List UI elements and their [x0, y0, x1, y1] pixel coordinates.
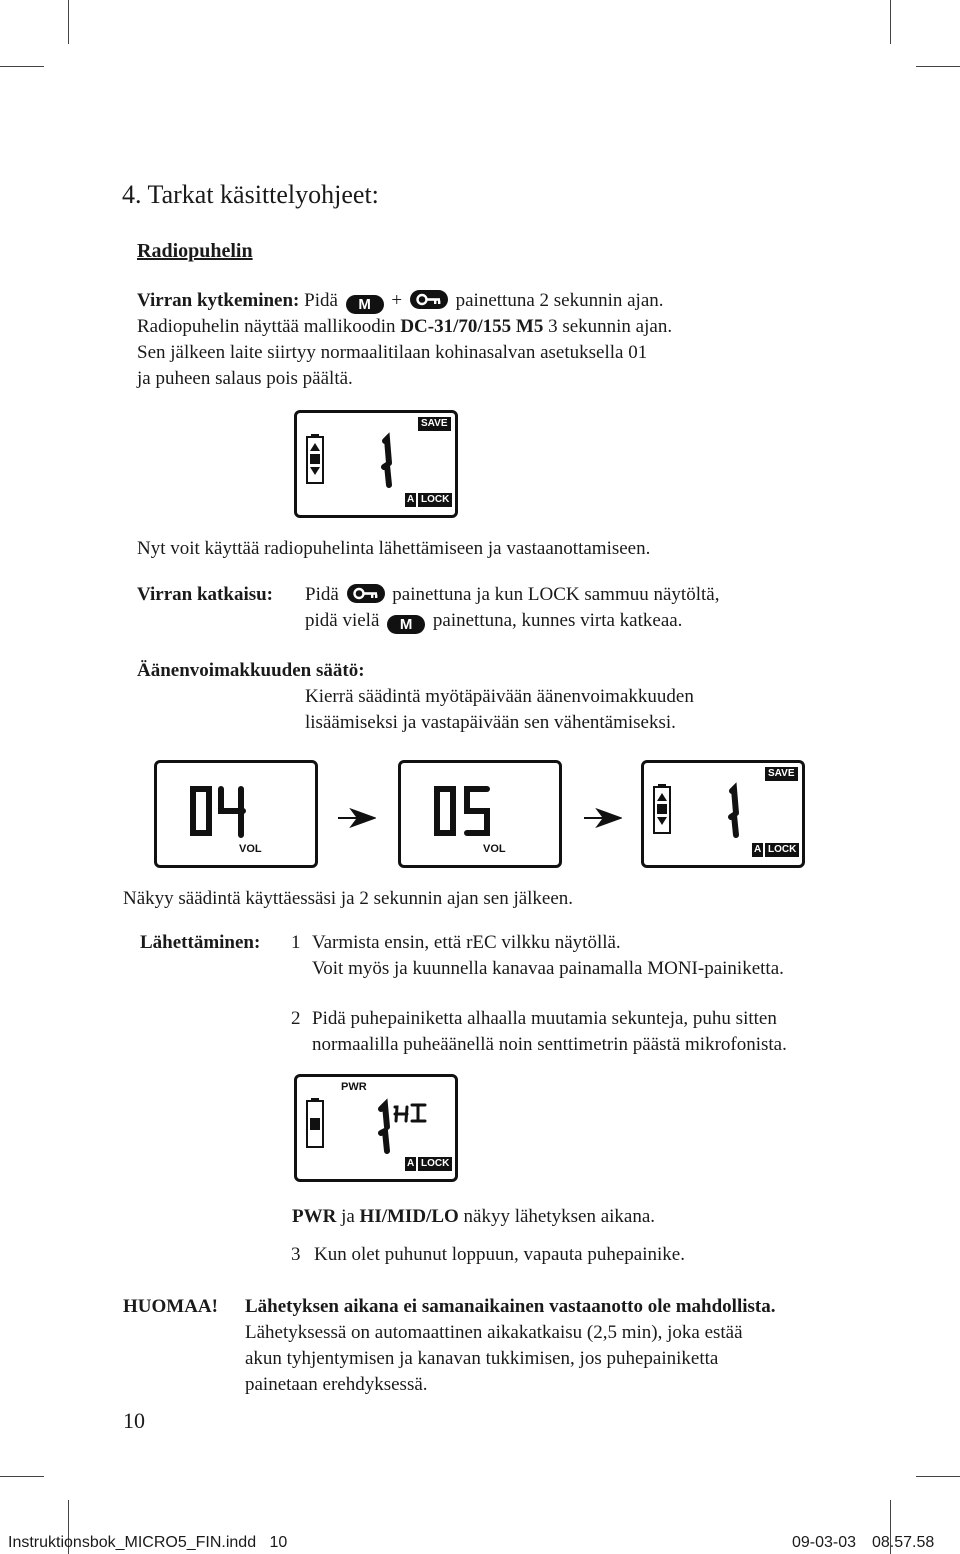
- note-line-3: akun tyhjentymisen ja kanavan tukkimisen, jos puhepainiketta: [245, 1348, 719, 1369]
- power-on-line-3: Sen jälkeen laite siirtyy normaalitilaan kohinasalvan asetuksella 01: [137, 342, 648, 363]
- pwr-tag: PWR: [341, 1081, 367, 1093]
- note-line-4: painetaan erehdyksessä.: [245, 1374, 428, 1395]
- key-icon: [347, 584, 385, 603]
- key-icon: [410, 290, 448, 309]
- m-button-icon: M: [346, 295, 384, 314]
- note-label-text: HUOMAA!: [123, 1296, 218, 1317]
- power-off-line-1: [305, 582, 719, 608]
- note-line-2: Lähetyksessä on automaattinen aikakatkaisu (2,5 min), joka estää: [245, 1322, 743, 1343]
- power-off-paragraph: [305, 582, 719, 634]
- m-button-icon: M: [387, 615, 425, 634]
- page-heading: 4. Tarkat käsittelyohjeet:: [122, 180, 379, 209]
- lcd-digits: [187, 783, 188, 784]
- volume-label: [137, 658, 365, 684]
- footer-file: Instruktionsbok_MICRO5_FIN.indd 10: [8, 1534, 288, 1551]
- step-2-line-1: Pidä puhepainiketta alhaalla muutamia sekunteja, puhu sitten: [312, 1008, 777, 1029]
- volume-label-text: Äänenvoimakkuuden säätö:: [137, 660, 365, 681]
- volume-paragraph: [305, 684, 694, 736]
- a-tag: A: [407, 494, 415, 505]
- power-on-tail: painettuna 2 sekunnin ajan.: [455, 290, 664, 311]
- lcd-display-power-on: [294, 410, 458, 518]
- power-on-line-4: ja puheen salaus pois päältä.: [137, 368, 353, 389]
- note-paragraph: [245, 1294, 776, 1398]
- power-on-paragraph: [137, 288, 672, 392]
- power-off-label: [137, 582, 273, 608]
- power-off-hold: Pidä: [305, 584, 339, 605]
- lcd-digits: [431, 783, 432, 784]
- shows-text: Näkyy säädintä käyttäessäsi ja 2 sekunnin ajan sen jälkeen.: [123, 888, 574, 909]
- lcd-digit: [728, 781, 729, 782]
- power-off-tail-1: painettuna ja kun LOCK sammuu näytöltä,: [392, 584, 720, 605]
- vol-tag: VOL: [239, 843, 262, 855]
- arrow-right-icon: [584, 808, 622, 828]
- volume-line-1: Kierrä säädintä myötäpäivään äänenvoimakkuuden: [305, 686, 694, 707]
- step-3-number: 3: [291, 1244, 301, 1265]
- transmit-label-text: Lähettäminen:: [140, 932, 261, 953]
- vol-tag: VOL: [483, 843, 506, 855]
- note-label: [123, 1294, 218, 1320]
- crop-mark: [916, 66, 960, 67]
- pwr-mid: ja: [341, 1206, 355, 1227]
- a-tag: A: [754, 844, 762, 855]
- power-on-line-2-post: 3 sekunnin ajan.: [548, 316, 673, 337]
- power-on-label: Virran kytkeminen:: [137, 290, 300, 311]
- model-code: DC-31/70/155 M5: [400, 316, 544, 337]
- now-you-can-text: Nyt voit käyttää radiopuhelinta lähettämiseen ja vastaanottamiseen.: [137, 538, 651, 559]
- a-tag: A: [407, 1158, 415, 1169]
- volume-line-2: lisäämiseksi ja vastapäivään sen vähentämiseksi.: [305, 712, 676, 733]
- power-off-label-text: Virran katkaisu:: [137, 584, 274, 605]
- step-2: [312, 1006, 787, 1058]
- step-1-line-2: Voit myös ja kuunnella kanavaa painamalla MONI-painiketta.: [312, 958, 784, 979]
- power-off-line-2: [305, 608, 719, 634]
- power-on-hold: Pidä: [304, 290, 338, 311]
- power-off-tail-2: painettuna, kunnes virta katkeaa.: [432, 610, 683, 631]
- lcd-digit: [377, 1097, 378, 1098]
- footer-date: 09-03-03: [792, 1534, 857, 1551]
- lock-tag: LOCK: [765, 843, 799, 857]
- save-tag: SAVE: [765, 767, 798, 781]
- crop-mark: [0, 1476, 44, 1477]
- footer-time: 08.57.58: [872, 1534, 935, 1551]
- plus-sign: +: [391, 290, 403, 311]
- power-on-line-1: [137, 288, 672, 314]
- section-title: Radiopuhelin: [137, 240, 253, 262]
- note-bold-line: Lähetyksen aikana ei samanaikainen vastaanotto ole mahdollista.: [245, 1296, 776, 1317]
- save-tag: SAVE: [418, 417, 451, 431]
- lcd-power-level: [395, 1103, 396, 1104]
- power-off-hold-2: pidä vielä: [305, 610, 380, 631]
- pwr-text: [292, 1204, 655, 1230]
- page-number: 10: [123, 1408, 145, 1433]
- lcd-display-transmit: [294, 1074, 458, 1182]
- lcd-display-vol-04: [154, 760, 318, 868]
- lcd-display-channel: [641, 760, 805, 868]
- step-2-line-2: normaalilla puheäänellä noin senttimetrin päästä mikrofonista.: [312, 1034, 787, 1055]
- transmit-label: [140, 930, 260, 956]
- crop-mark: [916, 1476, 960, 1477]
- arrow-right-icon: [338, 808, 376, 828]
- crop-mark: [0, 66, 44, 67]
- pwr-tail: näkyy lähetyksen aikana.: [463, 1206, 656, 1227]
- lcd-display-vol-05: [398, 760, 562, 868]
- step-3: Kun olet puhunut loppuun, vapauta puhepainike.: [314, 1244, 685, 1265]
- step-1-number: 1: [291, 932, 301, 953]
- lcd-digit: [381, 431, 382, 432]
- crop-mark: [890, 0, 891, 44]
- step-2-number: 2: [291, 1008, 301, 1029]
- lock-tag: LOCK: [418, 1157, 452, 1171]
- crop-mark: [68, 0, 69, 44]
- pwr-levels: HI/MID/LO: [359, 1206, 459, 1227]
- power-on-line-2: [137, 314, 672, 340]
- pwr-bold: PWR: [292, 1206, 337, 1227]
- step-1-line-1: Varmista ensin, että rEC vilkku näytöllä.: [312, 932, 621, 953]
- lock-tag: LOCK: [418, 493, 452, 507]
- power-on-line-2-pre: Radiopuhelin näyttää mallikoodin: [137, 316, 396, 337]
- step-1: [312, 930, 784, 982]
